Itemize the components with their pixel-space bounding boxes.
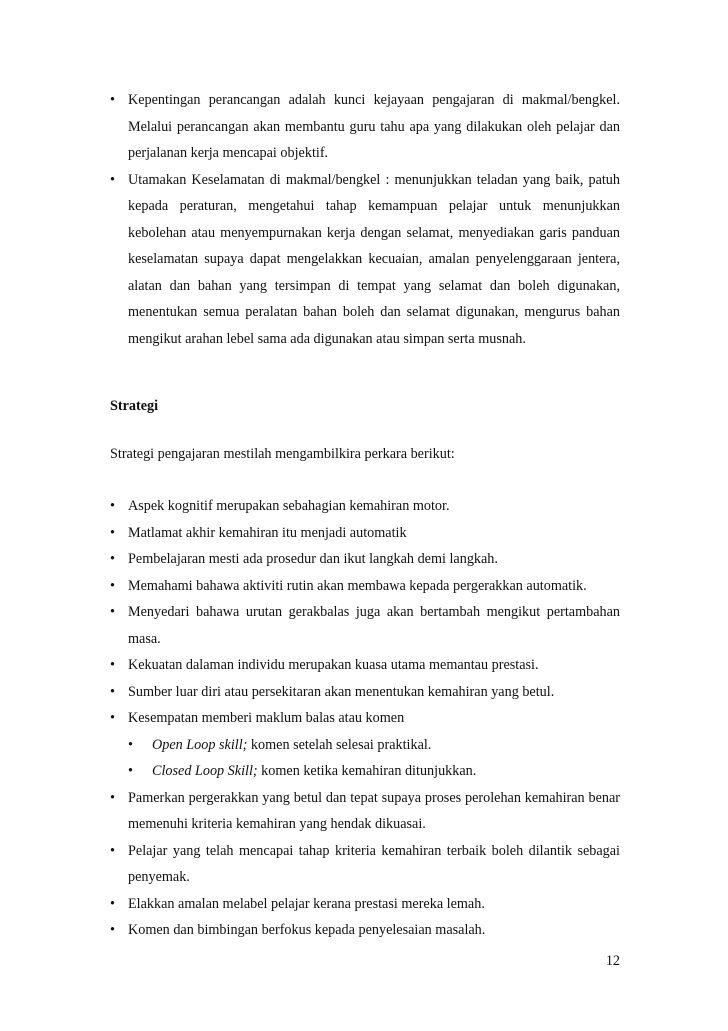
list-item [110, 705, 620, 785]
list-item [110, 838, 620, 891]
list-item-text: Aspek kognitif merupakan sebahagian kemahiran motor. [128, 498, 450, 514]
bullet-icon: • [110, 789, 115, 806]
sub-list-item-term: Open Loop skill; [152, 736, 248, 753]
list-item-text: Pembelajaran mesti ada prosedur dan ikut langkah demi langkah. [128, 551, 498, 567]
list-item [110, 652, 620, 679]
sub-list-item-term: Closed Loop Skill; [152, 763, 258, 779]
list-item-text: Menyedari bahawa urutan gerakbalas juga akan bertambah mengikut pertambahan masa. [128, 604, 620, 647]
bullet-icon: • [110, 92, 115, 108]
list-item [110, 679, 620, 706]
bullet-list-intro [110, 87, 620, 352]
sub-bullet-list [128, 732, 620, 785]
list-item-text: Matlamat akhir kemahiran itu menjadi automatik [128, 524, 407, 541]
list-item [110, 493, 620, 520]
list-item-text: Utamakan Keselamatan di makmal/bengkel : menunjukkan teladan yang baik, patuh kepada peraturan, mengetahui tahap kemampuan pelajar untuk menunjukkan kebolehan atau menyempurnakan kerja dengan selamat, menyediakan garis panduan keselamatan supaya dapat mengelakkan kecuaian, amalan penyelenggaraan jentera, alatan dan bahan yang tersimpan di tempat yang selamat dan boleh digunakan, menentukan semua peralatan bahan boleh dan selamat digunakan, mengurus bahan mengikut arahan lebel sama ada digunakan atau simpan serta musnah. [128, 171, 620, 347]
list-item [110, 891, 620, 918]
bullet-icon: • [110, 551, 115, 567]
bullet-icon: • [128, 736, 133, 753]
bullet-icon: • [110, 895, 115, 912]
section-intro: Strategi pengajaran mestilah mengambilkira perkara berikut: [110, 446, 455, 462]
list-item-text: Kekuatan dalaman individu merupakan kuasa utama memantau prestasi. [128, 657, 539, 673]
list-item-text: Elakkan amalan melabel pelajar kerana prestasi mereka lemah. [128, 895, 485, 912]
sub-list-item-text: komen setelah selesai praktikal. [247, 736, 432, 753]
list-item-text: Pelajar yang telah mencapai tahap kriteria kemahiran terbaik boleh dilantik sebagai penyemak. [128, 842, 620, 885]
bullet-icon: • [110, 604, 115, 620]
page-number: 12 [605, 953, 620, 969]
list-item [110, 87, 620, 167]
bullet-icon: • [110, 577, 115, 594]
bullet-icon: • [128, 763, 133, 779]
bullet-icon: • [110, 171, 115, 188]
list-item [110, 546, 620, 573]
bullet-icon: • [110, 710, 115, 726]
list-item [110, 917, 620, 944]
sub-list-item-text: komen ketika kemahiran ditunjukkan. [257, 763, 477, 779]
list-item-text: Memahami bahawa aktiviti rutin akan membawa kepada pergerakkan automatik. [128, 577, 587, 594]
bullet-icon: • [110, 657, 115, 673]
list-item-text: Kepentingan perancangan adalah kunci kejayaan pengajaran di makmal/bengkel. Melalui perancangan akan membantu guru tahu apa yang dilakukan oleh pelajar dan perjalanan kerja mencapai objektif. [128, 92, 620, 161]
list-item [110, 167, 620, 353]
list-item [110, 599, 620, 652]
list-item [110, 573, 620, 600]
list-item-text: Komen dan bimbingan berfokus kepada penyelesaian masalah. [128, 922, 486, 938]
list-item [110, 520, 620, 547]
bullet-icon: • [110, 842, 115, 859]
bullet-icon: • [110, 498, 115, 514]
list-item-text: Kesempatan memberi maklum balas atau komen [128, 710, 405, 726]
list-item-text: Pamerkan pergerakkan yang betul dan tepat supaya proses perolehan kemahiran benar memenuhi kriteria kemahiran yang hendak dikuasai. [128, 789, 620, 832]
list-item [110, 785, 620, 838]
bullet-icon: • [110, 524, 115, 541]
bullet-list-strategy [110, 493, 620, 944]
bullet-icon: • [110, 922, 115, 938]
section-heading: Strategi [110, 398, 159, 414]
list-item-text: Sumber luar diri atau persekitaran akan menentukan kemahiran yang betul. [128, 683, 555, 700]
bullet-icon: • [110, 683, 115, 700]
sub-list-item [128, 758, 620, 785]
sub-list-item [128, 732, 620, 759]
